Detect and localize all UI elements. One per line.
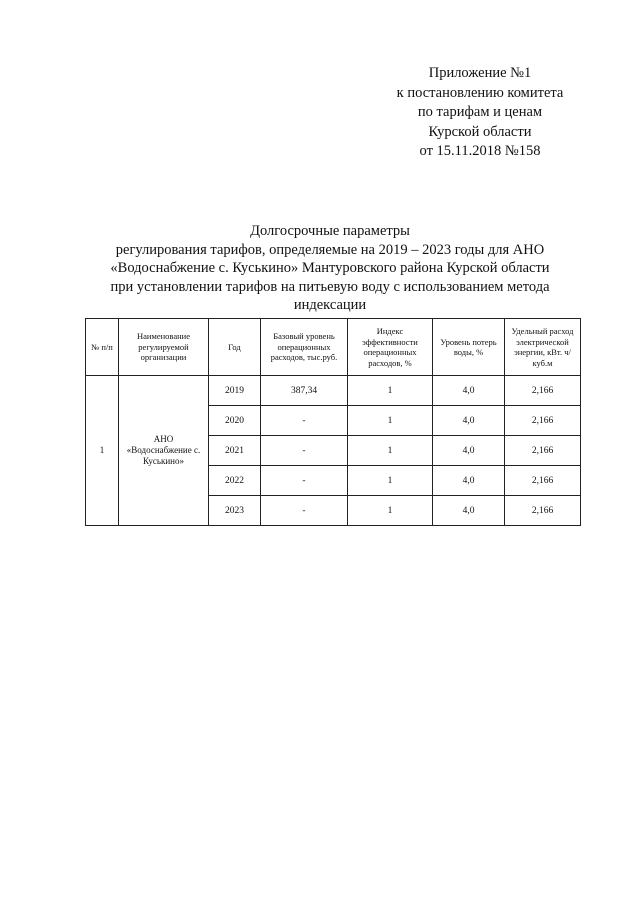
table-header-row — [86, 319, 581, 376]
table-row — [86, 376, 581, 406]
title-line: «Водоснабжение с. Куськино» Мантуровского района Курской области — [110, 260, 550, 276]
appendix-line: от 15.11.2018 №158 — [419, 143, 541, 159]
appendix-line: Приложение №1 — [428, 65, 532, 81]
cell-loss: 4,0 — [433, 376, 505, 406]
appendix-line: по тарифам и ценам — [417, 104, 543, 120]
title-line: Долгосрочные параметры — [250, 223, 410, 239]
title-line: индексации — [293, 297, 367, 313]
row-number: 1 — [86, 376, 119, 526]
title-line: при установлении тарифов на питьевую воду с использованием метода — [110, 278, 550, 295]
cell-year: 2022 — [209, 466, 261, 496]
header-water-loss: Уровень потерь воды, % — [433, 319, 505, 376]
cell-index: 1 — [348, 466, 433, 496]
cell-energy: 2,166 — [505, 406, 581, 436]
appendix-line: к постановлению комитета — [396, 84, 564, 101]
cell-loss: 4,0 — [433, 466, 505, 496]
header-year: Год — [209, 319, 261, 376]
cell-index: 1 — [348, 436, 433, 466]
header-efficiency-index: Индекс эффективности операционных расходов, % — [348, 319, 433, 376]
cell-year: 2021 — [209, 436, 261, 466]
cell-index: 1 — [348, 406, 433, 436]
header-organization: Наименование регулируемой организации — [119, 319, 209, 376]
cell-loss: 4,0 — [433, 406, 505, 436]
cell-energy: 2,166 — [505, 466, 581, 496]
cell-year: 2020 — [209, 406, 261, 436]
cell-base: - — [261, 466, 348, 496]
cell-energy: 2,166 — [505, 376, 581, 406]
appendix-line: Курской области — [428, 123, 532, 140]
cell-energy: 2,166 — [505, 496, 581, 526]
cell-loss: 4,0 — [433, 436, 505, 466]
header-base-expenses: Базовый уровень операционных расходов, тыс.руб. — [261, 319, 348, 376]
cell-base: - — [261, 436, 348, 466]
header-energy-consumption: Удельный расход электрической энергии, кВт. ч/куб.м — [505, 319, 581, 376]
cell-index: 1 — [348, 496, 433, 526]
cell-base: - — [261, 496, 348, 526]
cell-loss: 4,0 — [433, 496, 505, 526]
organization-name: АНО «Водоснабжение с. Куськино» — [119, 376, 209, 526]
cell-year: 2019 — [209, 376, 261, 406]
appendix-block — [380, 64, 580, 162]
cell-energy: 2,166 — [505, 436, 581, 466]
document-title — [80, 222, 580, 315]
cell-year: 2023 — [209, 496, 261, 526]
title-line: регулирования тарифов, определяемые на 2019 – 2023 годы для АНО — [115, 241, 545, 258]
parameters-table — [85, 318, 581, 526]
cell-index: 1 — [348, 376, 433, 406]
cell-base: - — [261, 406, 348, 436]
cell-base: 387,34 — [261, 376, 348, 406]
header-number: № п/п — [86, 319, 119, 376]
